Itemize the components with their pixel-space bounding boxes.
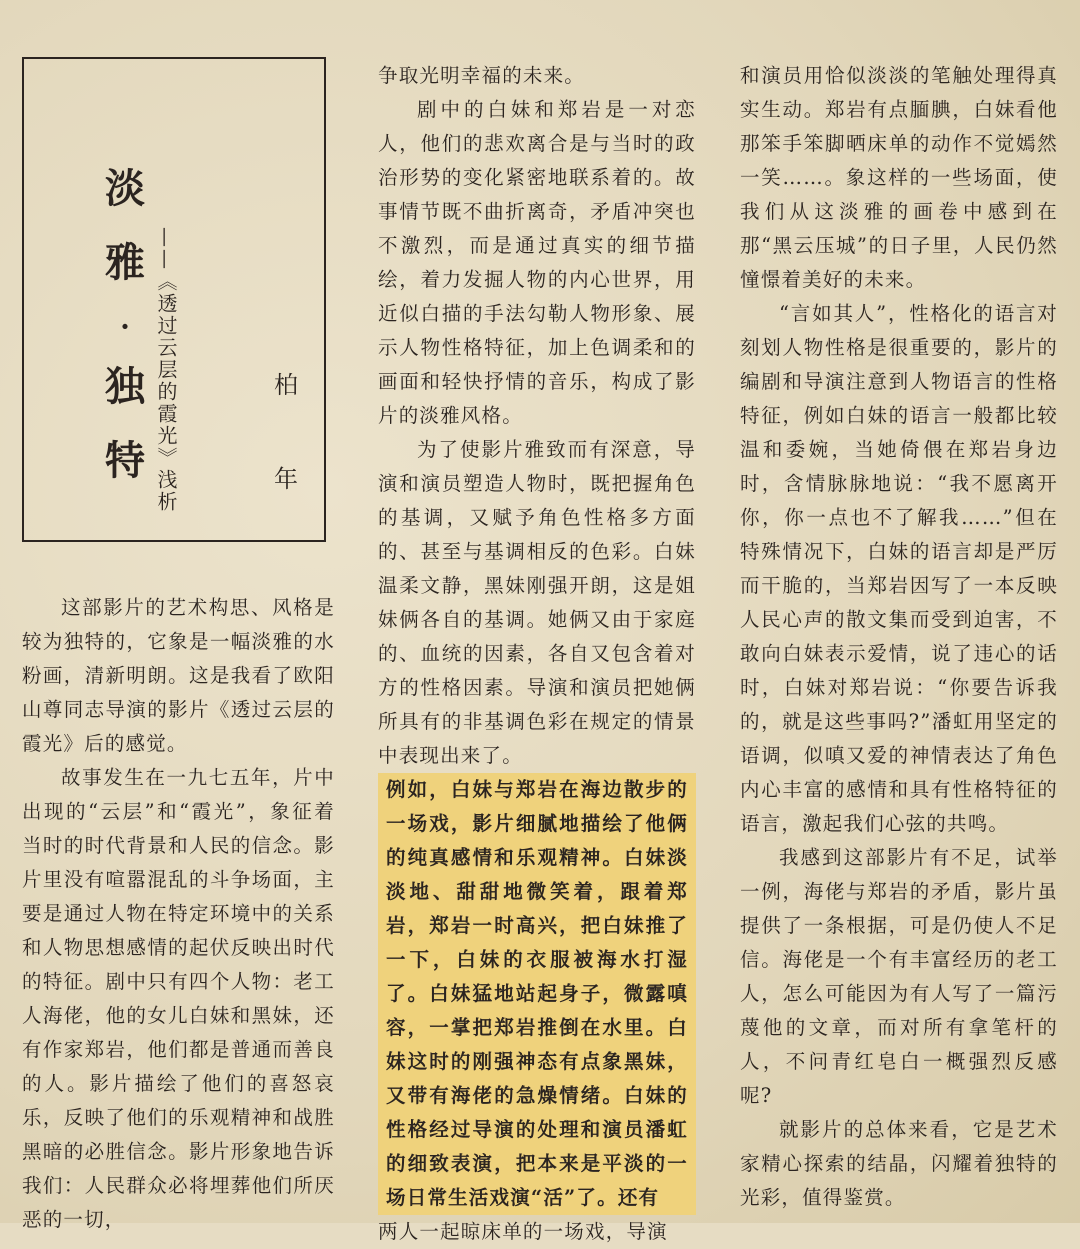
paragraph: 争取光明幸福的未来。 xyxy=(378,64,586,87)
author-char: 柏 xyxy=(274,371,298,399)
highlighted-passage: 例如，白妹与郑岩在海边散步的一场戏，影片细腻地描绘了他俩的纯真感情和乐观精神。白妹淡淡地、甜甜地微笑着，跟着郑岩，郑岩一时高兴，把白妹推了一下，白妹的衣服被海水打湿了。白妹猛地站起身子，微露嗔容，一掌把郑岩推倒在水里。白妹这时的刚强神态有点象黑妹，又带有海佬的急燥情绪。白妹的性格经过导演的处理和演员潘虹的细致表演，把本来是平淡的一场日常生活戏演“活”了。还有 xyxy=(378,773,696,1215)
paragraph: 就影片的总体来看，它是艺术家精心探索的结晶，闪耀着独特的光彩，值得鉴赏。 xyxy=(740,1118,1058,1209)
title-char: 淡 xyxy=(105,165,145,212)
paragraph: 两人一起晾床单的一场戏，导演 xyxy=(378,1220,668,1243)
column-1 xyxy=(22,591,335,1237)
title-char: 特 xyxy=(105,437,145,484)
paragraph: 这部影片的艺术构思、风格是较为独特的，它象是一幅淡雅的水粉画，清新明朗。这是我看了欧阳山尊同志导演的影片《透过云层的霞光》后的感觉。 xyxy=(22,596,335,755)
paragraph: 为了使影片雅致而有深意，导演和演员塑造人物时，既把握角色的基调，又赋予角色性格多方面的、甚至与基调相反的色彩。白妹温柔文静，黑妹刚强开朗，这是姐妹俩各自的基调。她俩又由于家庭的、血统的因素，各自又包含着对方的性格因素。导演和演员把她俩所具有的非基调色彩在规定的情景中表现出来了。 xyxy=(378,438,696,767)
title-separator: · xyxy=(120,310,130,343)
paragraph: 我感到这部影片有不足，试举一例，海佬与郑岩的矛盾，影片虽提供了一条根据，可是仍使人不足信。海佬是一个有丰富经历的老工人，怎么可能因为有人写了一篇污蔑他的文章，而对所有拿笔杆的人，不问青红皂白一概强烈反感呢? xyxy=(740,846,1058,1107)
paragraph: 剧中的白妹和郑岩是一对恋人，他们的悲欢离合是与当时的政治形势的变化紧密地联系着的。故事情节既不曲折离奇，矛盾冲突也不激烈，而是通过真实的细节描绘，着力发掘人物的内心世界，用近似白描的手法勾勒人物形象、展示人物性格特征，加上色调柔和的画面和轻快抒情的音乐，构成了影片的淡雅风格。 xyxy=(378,98,696,427)
paragraph: 故事发生在一九七五年，片中出现的“云层”和“霞光”，象征着当时的时代背景和人民的信念。影片里没有喧嚣混乱的斗争场面，主要是通过人物在特定环境中的关系和人物思想感情的起伏反映出时代的特征。剧中只有四个人物：老工人海佬，他的女儿白妹和黑妹，还有作家郑岩，他们都是普通而善良的人。影片描绘了他们的喜怒哀乐，反映了他们的乐观精神和战胜黑暗的必胜信念。影片形象地告诉我们：人民群众必将埋葬他们所厌恶的一切， xyxy=(22,766,335,1231)
title-char: 独 xyxy=(105,363,145,410)
paragraph: 和演员用恰似淡淡的笔触处理得真实生动。郑岩有点腼腆，白妹看他那笨手笨脚晒床单的动作不觉嫣然一笑……。象这样的一些场面，使我们从这淡雅的画卷中感到在那“黑云压城”的日子里，人民仍然憧憬着美好的未来。 xyxy=(740,64,1058,291)
article-subtitle: ——《透过云层的霞光》浅析 xyxy=(154,227,178,513)
article-title xyxy=(100,165,150,515)
author-name xyxy=(274,373,298,561)
title-box xyxy=(22,57,326,542)
paragraph: “言如其人”，性格化的语言对刻划人物性格是很重要的，影片的编剧和导演注意到人物语言的性格特征，例如白妹的语言一般都比较温和委婉，当她倚偎在郑岩身边时，含情脉脉地说：“我不愿离开你，你一点也不了解我……”但在特殊情况下，白妹的语言却是严厉而干脆的，当郑岩因写了一本反映人民心声的散文集而受到迫害，不敢向白妹表示爱情，说了违心的话时，白妹对郑岩说：“你要告诉我的，就是这些事吗?”潘虹用坚定的语调，似嗔又爱的神情表达了角色内心丰富的感情和具有性格特征的语言，激起我们心弦的共鸣。 xyxy=(740,302,1058,835)
author-char: 年 xyxy=(274,465,298,493)
column-2 xyxy=(378,59,696,1249)
column-3 xyxy=(740,59,1058,1215)
title-char: 雅 xyxy=(105,239,145,286)
